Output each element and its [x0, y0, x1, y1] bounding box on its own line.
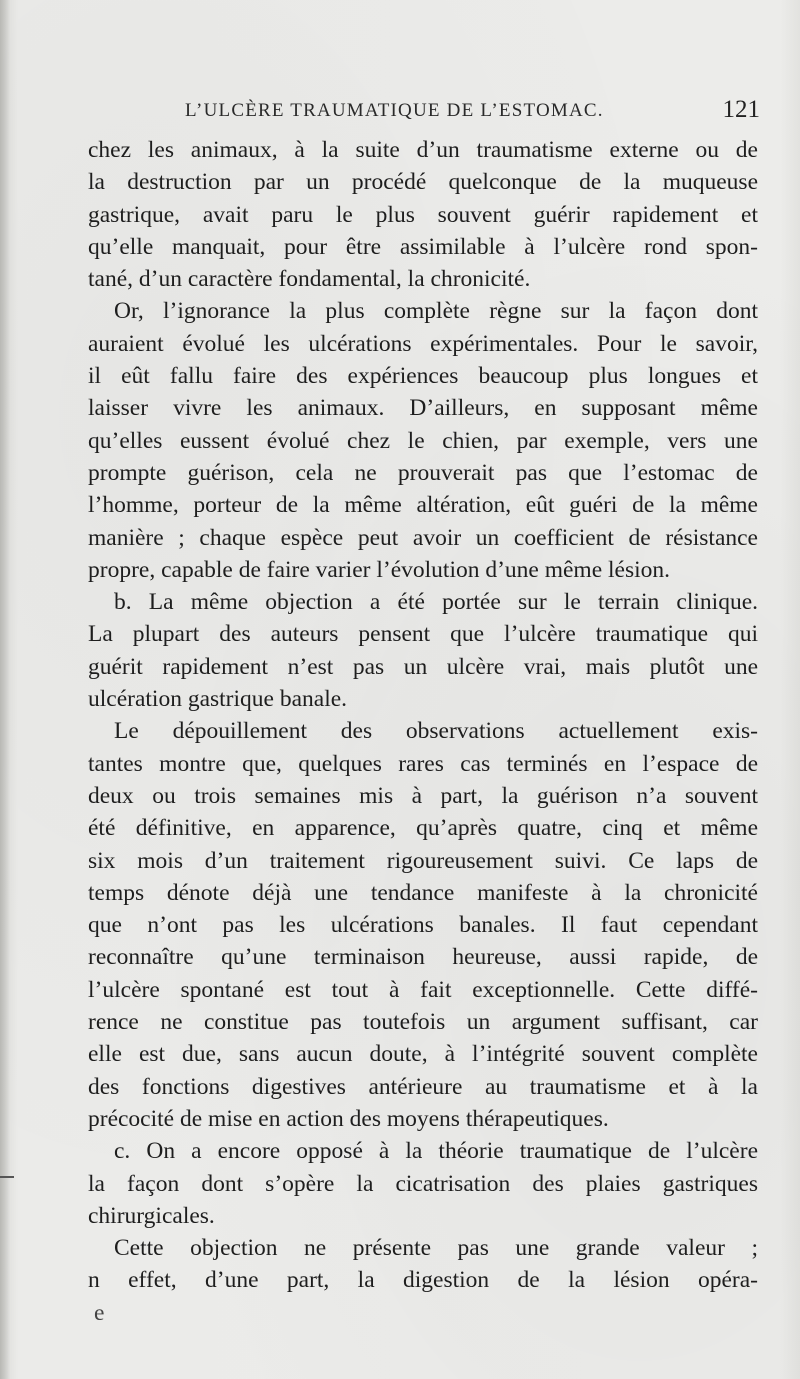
text-line: manière ; chaque espèce peut avoir un coefficient de résistance [88, 524, 758, 551]
text-line: chez les animaux, à la suite d’un traumatisme externe ou de [88, 137, 758, 163]
text-line: il eût fallu faire des expériences beaucoup plus longues et [88, 363, 758, 390]
text-line: Le dépouillement des observations actuellement exis- [114, 718, 758, 745]
text-line: que n’ont pas les ulcérations banales. Il faut cependant [88, 912, 758, 939]
text-line: guérit rapidement n’est pas un ulcère vrai, mais plutôt une [88, 653, 758, 680]
text-line: gastrique, avait paru le plus souvent guérir rapidement et [88, 201, 758, 228]
text-line: reconnaître qu’une terminaison heureuse, aussi rapide, de [88, 944, 758, 971]
text-line: précocité de mise en action des moyens thérapeutiques. [88, 1105, 609, 1132]
text-line: six mois d’un traitement rigoureusement suivi. Ce laps de [88, 847, 758, 874]
text-line: n effet, d’une part, la digestion de la lésion opéra- [88, 1267, 758, 1294]
text-line: qu’elle manquait, pour être assimilable à l’ulcère rond spon- [88, 233, 758, 260]
text-line: prompte guérison, cela ne prouverait pas que l’estomac de [88, 459, 758, 486]
text-line: tantes montre que, quelques rares cas terminés en l’espace de [88, 750, 758, 777]
text-line: b. La même objection a été portée sur le terrain clinique. [114, 589, 758, 616]
text-line: qu’elles eussent évolué chez le chien, par exemple, vers une [88, 427, 758, 454]
text-line: ulcération gastrique banale. [88, 686, 348, 713]
text-line: la destruction par un procédé quelconque de la muqueuse [88, 169, 758, 196]
page-number: 121 [722, 96, 760, 123]
text-line: c. On a encore opposé à la théorie traumatique de l’ulcère [114, 1138, 758, 1165]
text-line: deux ou trois semaines mis à part, la guérison n’a souvent [88, 782, 758, 809]
margin-mark [0, 1176, 14, 1178]
text-line: tané, d’un caractère fondamental, la chronicité. [88, 266, 531, 293]
text-line: temps dénote déjà une tendance manifeste à la chronicité [88, 879, 758, 906]
text-line: des fonctions digestives antérieure au traumatisme et à la [88, 1073, 758, 1100]
text-line: la façon dont s’opère la cicatrisation des plaies gastriques [88, 1170, 758, 1197]
text-line: elle est due, sans aucun doute, à l’intégrité souvent complète [88, 1041, 758, 1068]
text-line: l’ulcère spontané est tout à fait exceptionnelle. Cette diffé- [88, 976, 758, 1003]
text-line: chirurgicales. [88, 1202, 215, 1229]
text-line: Or, l’ignorance la plus complète règne sur la façon dont [114, 298, 758, 325]
body-text [88, 134, 758, 1329]
text-line: l’homme, porteur de la même altération, eût guéri de la même [88, 492, 758, 519]
text-line: été définitive, en apparence, qu’après quatre, cinq et même [88, 815, 758, 842]
text-line: propre, capable de faire varier l’évolution d’une même lésion. [88, 556, 671, 583]
text-line: rence ne constitue pas toutefois un argument suffisant, car [88, 1009, 758, 1036]
page-header [185, 96, 760, 132]
text-line: auraient évolué les ulcérations expérimentales. Pour le savoir, [88, 330, 758, 357]
running-title: L’ULCÈRE TRAUMATIQUE DE L’ESTOMAC. [185, 100, 604, 121]
text-line: laisser vivre les animaux. D’ailleurs, en supposant même [88, 395, 758, 422]
text-line: e [94, 1299, 105, 1326]
text-line: Cette objection ne présente pas une grande valeur ; [114, 1235, 758, 1262]
text-line: La plupart des auteurs pensent que l’ulcère traumatique qui [88, 621, 758, 648]
binding-shadow [0, 0, 10, 1379]
